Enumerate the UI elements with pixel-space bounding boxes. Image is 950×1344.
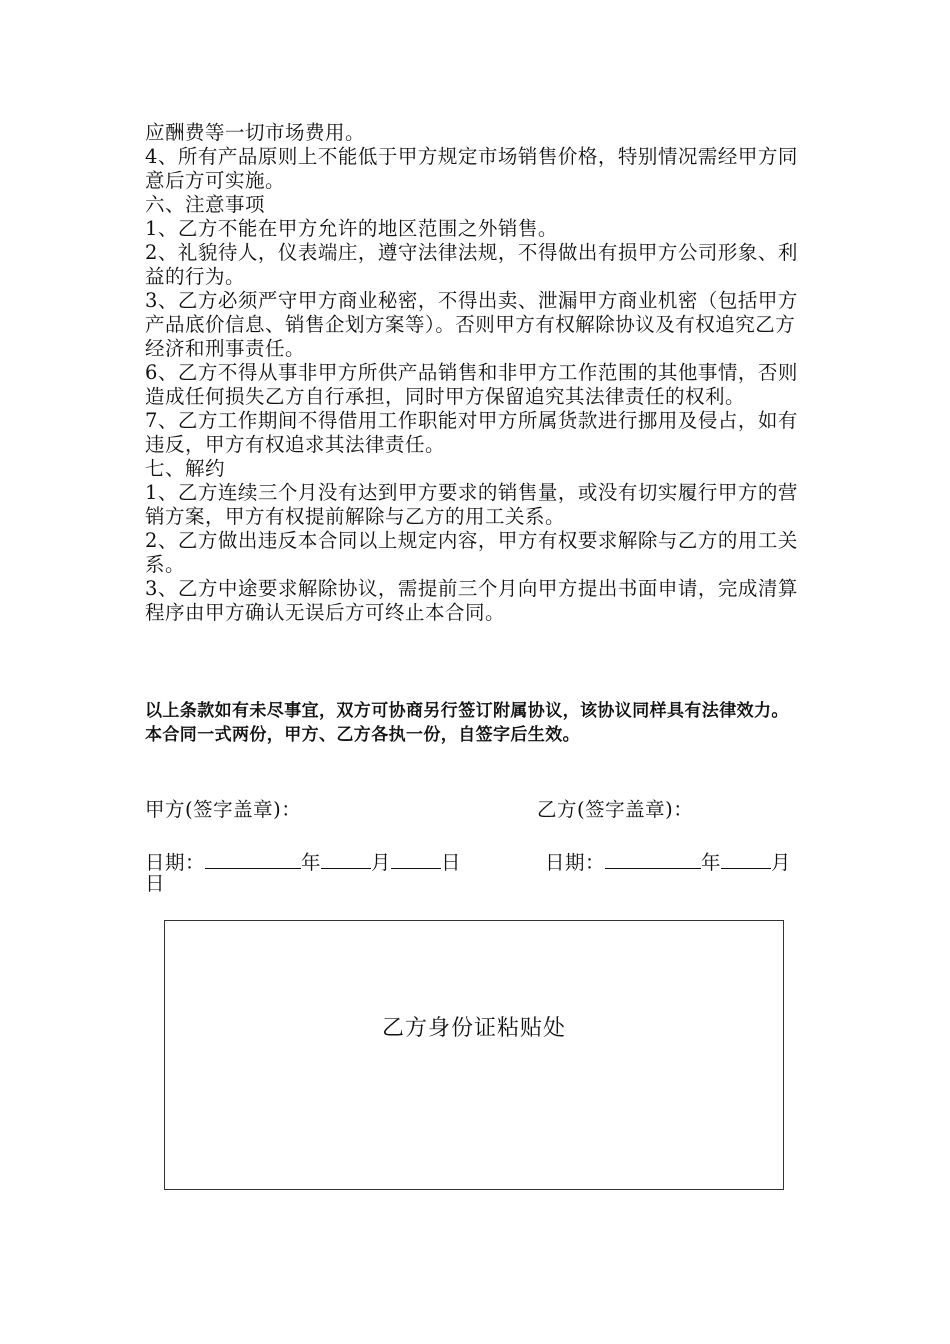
party-b-signature-label: 乙方(签字盖章)：	[537, 798, 694, 821]
id-card-paste-label: 乙方身份证粘贴处	[381, 1016, 566, 1041]
day-label: 日	[441, 851, 462, 874]
day-blank[interactable]	[391, 848, 441, 869]
month-blank[interactable]	[321, 848, 371, 869]
clause-text: 4、所有产品原则上不能低于甲方规定市场销售价格，特别情况需经甲方同意后方可实施。	[145, 145, 798, 192]
clause-text: 1、乙方不能在甲方允许的地区范围之外销售。	[145, 217, 558, 240]
year-label: 年	[301, 851, 322, 874]
section-heading: 七、解约	[145, 457, 226, 480]
section-heading: 六、注意事项	[145, 193, 266, 216]
id-card-paste-area	[164, 920, 784, 1190]
clause-text: 3、乙方必须严守甲方商业秘密，不得出卖、泄漏甲方商业机密（包括甲方产品底价信息、销售企划方案等）。否则甲方有权解除协议及有权追究乙方经济和刑事责任。	[145, 289, 798, 360]
party-a-date-line	[145, 848, 461, 875]
party-a-signature-label: 甲方(签字盖章)：	[145, 798, 302, 821]
clause-text: 应酬费等一切市场费用。	[145, 121, 366, 144]
clause-text: 3、乙方中途要求解除协议，需提前三个月向甲方提出书面申请，完成清算程序由甲方确认无误后方可终止本合同。	[145, 577, 798, 624]
date-label: 日期：	[145, 851, 206, 874]
year-blank[interactable]	[605, 848, 701, 869]
clause-text: 6、乙方不得从事非甲方所供产品销售和非甲方工作范围的其他事情，否则造成任何损失乙方自行承担，同时甲方保留追究其法律责任的权利。	[145, 361, 798, 408]
clause-text: 2、乙方做出违反本合同以上规定内容，甲方有权要求解除与乙方的用工关系。	[145, 529, 798, 576]
date-label: 日期：	[545, 851, 606, 874]
contract-body	[145, 121, 813, 625]
closing-statement	[145, 699, 813, 747]
clause-text: 2、礼貌待人，仪表端庄，遵守法律法规，不得做出有损甲方公司形象、利益的行为。	[145, 241, 798, 288]
closing-line: 以上条款如有未尽事宜，双方可协商另行签订附属协议，该协议同样具有法律效力。	[145, 701, 789, 721]
month-label: 月	[771, 851, 792, 874]
year-blank[interactable]	[205, 848, 301, 869]
party-b-date-line	[545, 848, 791, 875]
party-b-day-label: 日	[145, 872, 165, 895]
year-label: 年	[701, 851, 722, 874]
clause-text: 1、乙方连续三个月没有达到甲方要求的销售量，或没有切实履行甲方的营销方案，甲方有权提前解除与乙方的用工关系。	[145, 481, 798, 528]
closing-line: 本合同一式两份，甲方、乙方各执一份，自签字后生效。	[145, 725, 580, 745]
month-label: 月	[371, 851, 392, 874]
clause-text: 7、乙方工作期间不得借用工作职能对甲方所属货款进行挪用及侵占，如有违反，甲方有权追求其法律责任。	[145, 409, 798, 456]
month-blank[interactable]	[721, 848, 771, 869]
